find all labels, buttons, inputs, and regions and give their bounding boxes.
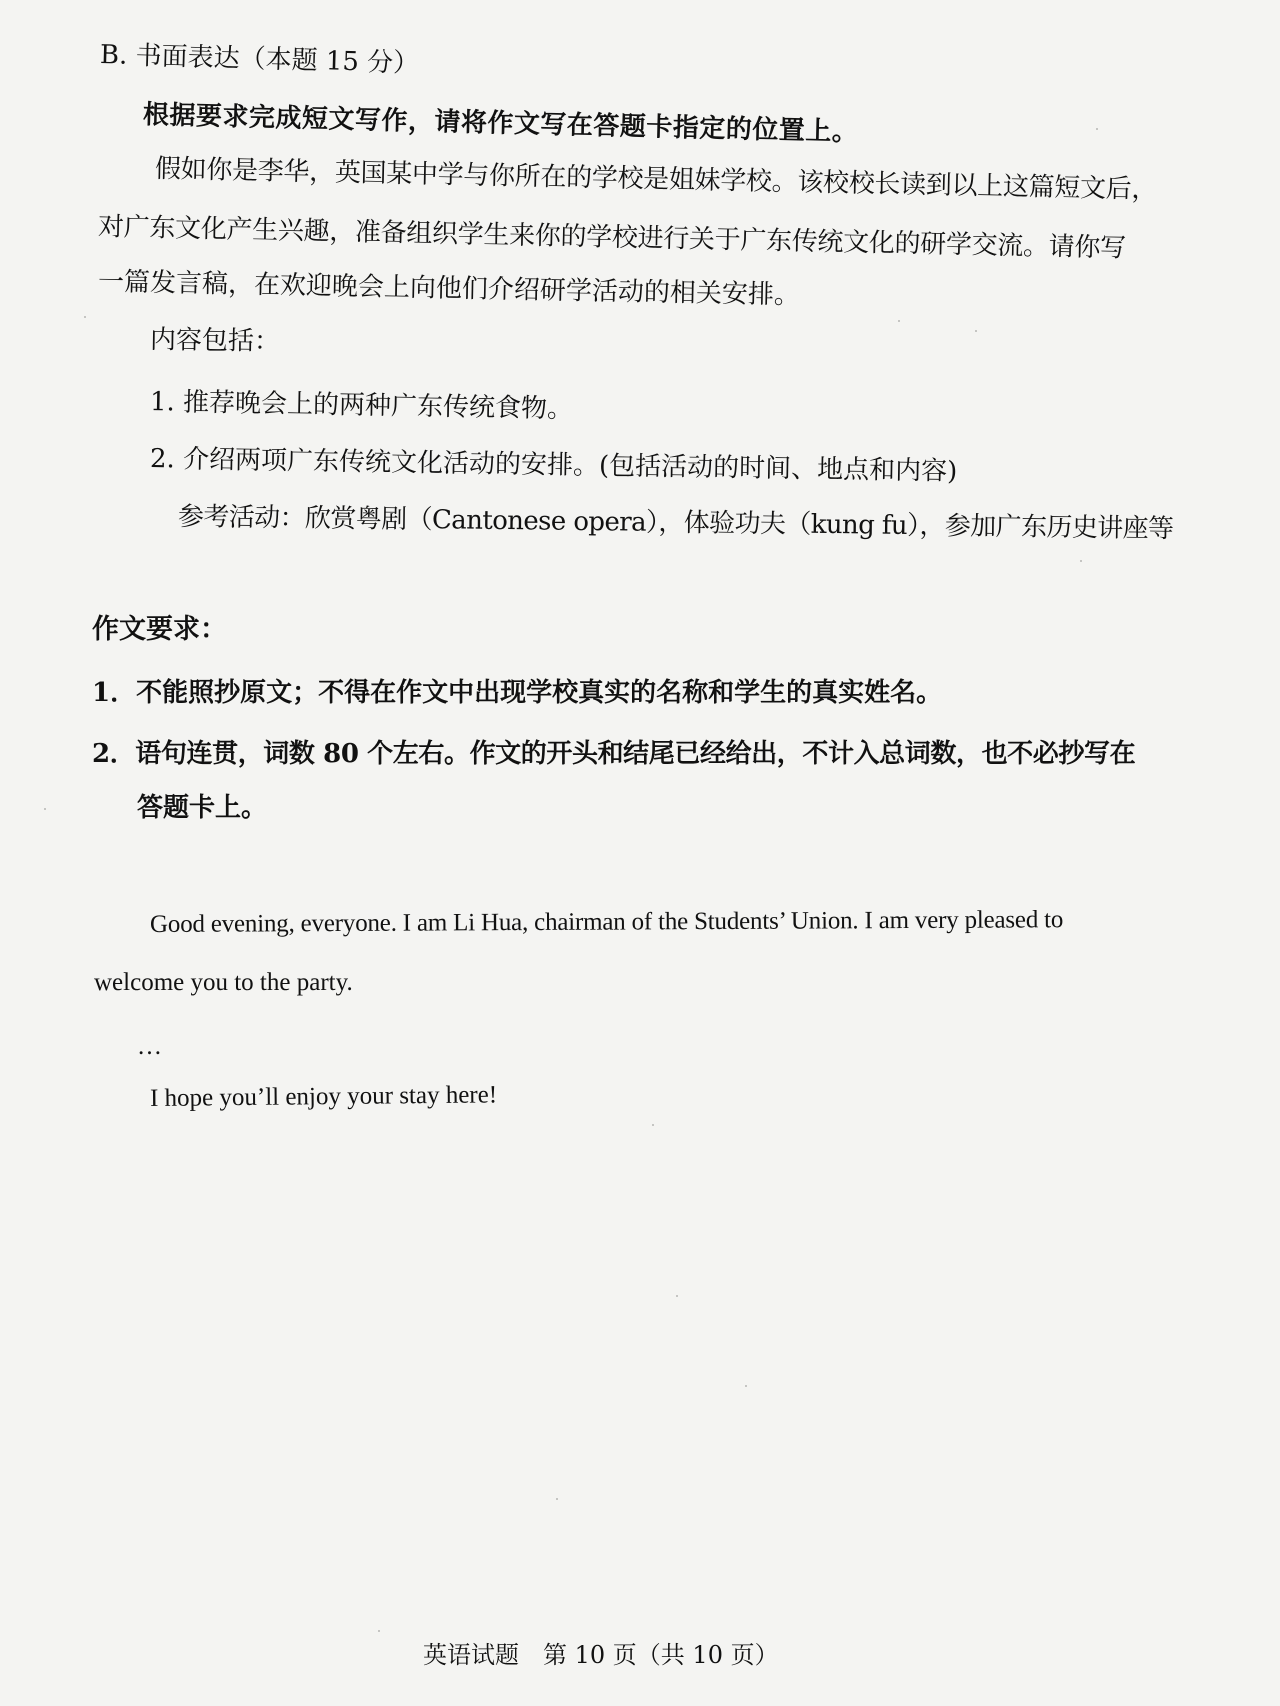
scan-speck [898, 320, 900, 322]
section-title: B. 书面表达（本题 15 分） [99, 40, 420, 79]
requirement-item-2: 2．语句连贯，词数 80 个左右。作文的开头和结尾已经给出，不计入总词数，也不必抄写在 [92, 739, 1136, 769]
prompt-line-3: 一篇发言稿，在欢迎晚会上向他们介绍研学活动的相关安排。 [97, 267, 801, 311]
scan-speck [652, 1124, 654, 1126]
scan-speck [1096, 128, 1098, 130]
requirements-title: 作文要求： [92, 614, 227, 645]
prompt-line-2: 对广东文化产生兴趣，准备组织学生来你的学校进行关于广东传统文化的研学交流。请你写 [97, 212, 1127, 264]
requirement-item-1: 1．不能照抄原文；不得在作文中出现学校真实的名称和学生的真实姓名。 [92, 678, 943, 708]
scan-speck [975, 330, 977, 332]
scan-speck [44, 808, 46, 810]
page-footer: 英语试题 第 10 页（共 10 页） [423, 1641, 779, 1669]
requirement-item-2-continued: 答题卡上。 [137, 793, 268, 823]
content-item-2: 2. 介绍两项广东传统文化活动的安排。(包括活动的时间、地点和内容) [149, 444, 958, 487]
scan-speck [556, 1498, 558, 1500]
essay-ellipsis: … [137, 1033, 162, 1060]
content-item-1: 1. 推荐晚会上的两种广东传统食物。 [149, 387, 574, 425]
content-label: 内容包括： [149, 325, 281, 357]
essay-opening-line-2: welcome you to the party. [94, 969, 353, 996]
scan-speck [378, 1630, 380, 1632]
prompt-line-1: 假如你是李华，英国某中学与你所在的学校是姐妹学校。该校校长读到以上这篇短文后， [154, 154, 1158, 205]
essay-closing: I hope you’ll enjoy your stay here! [149, 1081, 498, 1112]
scan-speck [745, 1385, 747, 1387]
reference-activities: 参考活动：欣赏粤剧（Cantonese opera），体验功夫（kung fu），参加广东历史讲座等 [177, 502, 1174, 545]
scan-speck [1080, 560, 1082, 562]
section-instruction: 根据要求完成短文写作，请将作文写在答题卡指定的位置上。 [142, 100, 859, 148]
essay-opening-line-1: Good evening, everyone. I am Li Hua, chairman of the Students’ Union. I am very pleased to [149, 906, 1064, 938]
scan-speck [676, 1295, 678, 1297]
scan-speck [84, 316, 86, 318]
